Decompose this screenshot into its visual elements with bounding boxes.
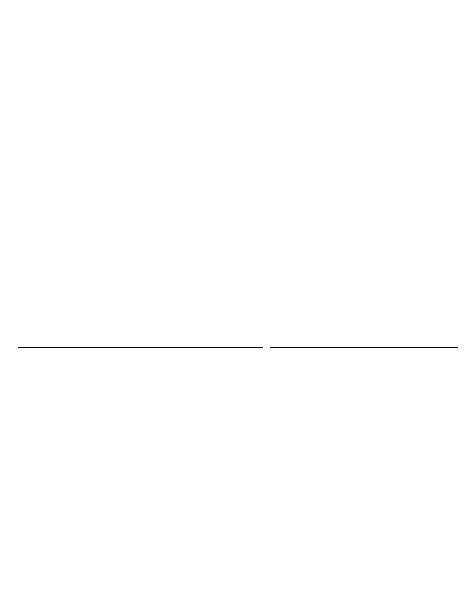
- notes-heading: [18, 346, 263, 348]
- chord-structures: [270, 346, 460, 426]
- notes-section: [18, 346, 263, 466]
- structures-heading: [270, 346, 458, 348]
- fretboard-chart: [0, 488, 474, 600]
